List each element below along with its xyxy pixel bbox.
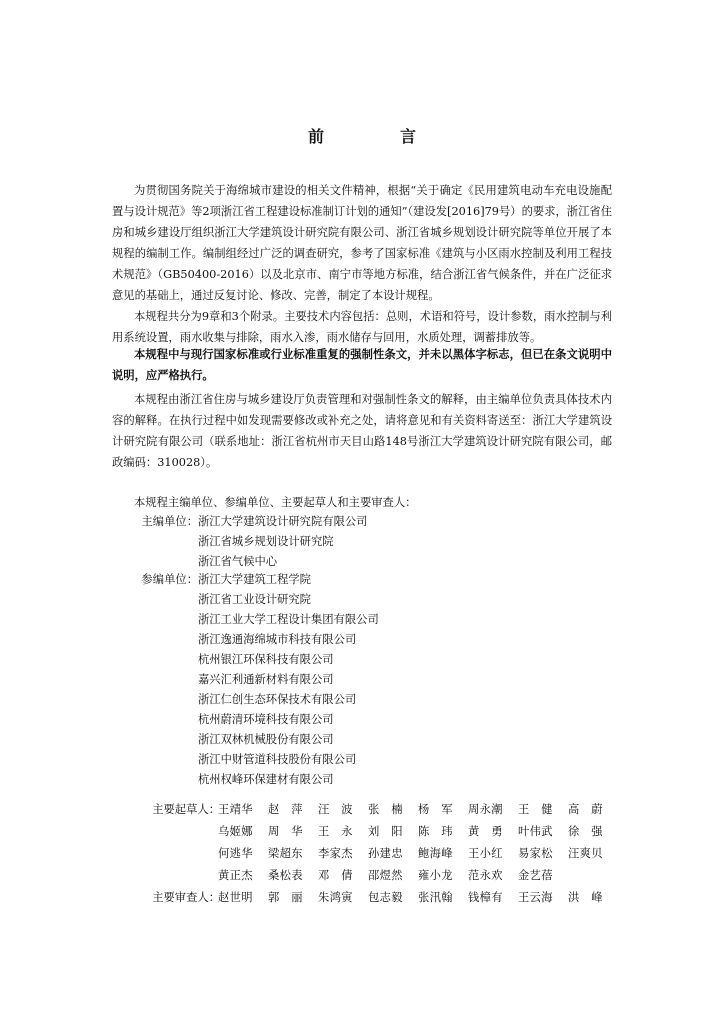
reviewer-name: 郭 丽 bbox=[268, 891, 303, 904]
participating-unit: 浙江逸通海绵城市科技有限公司 bbox=[198, 633, 357, 646]
participating-unit: 杭州蔚清环境科技有限公司 bbox=[198, 713, 334, 726]
drafters-names bbox=[218, 843, 618, 865]
preface-paragraph-3-bold: 本规程中与现行国家标准或行业标准重复的强制性条文，并未以黑体字标志，但已在条文说明中说明，应严格执行。 bbox=[112, 347, 612, 382]
drafters-row bbox=[142, 821, 622, 843]
preface-paragraph-4: 本规程由浙江省住房与城乡建设厅负责管理和对强制性条文的解释，由主编单位负责具体技术内容的解释。在执行过程中如发现需要修改或补充之处，请将意见和有关资料寄送至：浙江大学建筑设计研究院有限公司（联系地址：浙江省杭州市天目山路148号浙江大学建筑设计研究院有限公司，邮政编码：310028）。 bbox=[112, 393, 612, 469]
drafter-name: 张 楠 bbox=[368, 803, 403, 816]
drafter-name: 陈 玮 bbox=[418, 825, 453, 838]
participating-row bbox=[112, 570, 612, 590]
page-title: 前 言 bbox=[307, 127, 446, 146]
participating-label: 参编单位： bbox=[141, 573, 198, 586]
participating-unit: 浙江工业大学工程设计集团有限公司 bbox=[198, 613, 379, 626]
drafter-name: 鲍海峰 bbox=[418, 847, 453, 860]
drafters-label: 主要起草人： bbox=[152, 803, 220, 816]
participating-row bbox=[112, 630, 612, 650]
people-list bbox=[142, 799, 622, 909]
drafter-name: 黄 勇 bbox=[468, 825, 503, 838]
participating-unit: 浙江省工业设计研究院 bbox=[198, 593, 311, 606]
participating-row bbox=[112, 690, 612, 710]
drafter-name: 梁超东 bbox=[268, 847, 303, 860]
participating-unit: 浙江大学建筑工程学院 bbox=[198, 573, 311, 586]
reviewer-name: 张汛翰 bbox=[418, 891, 453, 904]
drafter-name: 周永潮 bbox=[468, 803, 503, 816]
chief-editor-row bbox=[112, 532, 612, 552]
drafters-names bbox=[218, 799, 618, 821]
participating-row bbox=[112, 650, 612, 670]
chief-editor-units bbox=[112, 512, 612, 572]
drafter-name: 孙建忠 bbox=[368, 847, 403, 860]
drafter-name: 汪 波 bbox=[318, 803, 353, 816]
drafter-name: 汪爽贝 bbox=[568, 847, 603, 860]
reviewer-name: 赵世明 bbox=[218, 891, 253, 904]
reviewer-name: 朱鸿寅 bbox=[318, 891, 353, 904]
participating-unit: 浙江中财管道科技股份有限公司 bbox=[198, 753, 357, 766]
drafter-name: 乌姬娜 bbox=[218, 825, 253, 838]
participating-row bbox=[112, 730, 612, 750]
chief-editor-unit: 浙江大学建筑设计研究院有限公司 bbox=[198, 515, 368, 528]
drafter-name: 范永欢 bbox=[468, 869, 503, 882]
drafter-name: 叶伟武 bbox=[518, 825, 553, 838]
drafter-name: 刘 阳 bbox=[368, 825, 403, 838]
drafter-name: 王 永 bbox=[318, 825, 353, 838]
participating-unit: 浙江双林机械股份有限公司 bbox=[198, 733, 334, 746]
reviewers-names bbox=[218, 887, 618, 909]
drafters-row bbox=[142, 865, 622, 887]
preface-paragraph-2: 本规程共分为9章和3个附录。主要技术内容包括：总则，术语和符号，设计参数，雨水控制与利用系统设置，雨水收集与排除，雨水入渗，雨水储存与回用，水质处理，调蓄排放等。 bbox=[112, 310, 612, 344]
participating-row bbox=[112, 750, 612, 770]
reviewers-row bbox=[142, 887, 622, 909]
reviewer-name: 包志毅 bbox=[368, 891, 403, 904]
participating-unit: 杭州银江环保科技有限公司 bbox=[198, 653, 334, 666]
drafter-name: 杨 军 bbox=[418, 803, 453, 816]
drafter-name: 雍小龙 bbox=[418, 869, 453, 882]
chief-editor-unit: 浙江省城乡规划设计研究院 bbox=[198, 535, 334, 548]
reviewer-name: 钱樟有 bbox=[468, 891, 503, 904]
chief-editor-row bbox=[112, 552, 612, 572]
participating-row bbox=[112, 670, 612, 690]
drafter-name: 桑松表 bbox=[268, 869, 303, 882]
drafter-name: 何逃华 bbox=[218, 847, 253, 860]
drafter-name: 易家松 bbox=[518, 847, 553, 860]
chief-editor-unit: 浙江省气候中心 bbox=[198, 555, 278, 568]
reviewer-name: 王云海 bbox=[518, 891, 553, 904]
drafter-name: 黄正杰 bbox=[218, 869, 253, 882]
drafters-row bbox=[142, 799, 622, 821]
preface-paragraph-5: 本规程主编单位、参编单位、主要起草人和主要审查人： bbox=[134, 496, 417, 509]
participating-unit: 嘉兴汇利通新材料有限公司 bbox=[198, 673, 334, 686]
drafter-name: 邵煜然 bbox=[368, 869, 403, 882]
participating-unit: 杭州权峰环保建材有限公司 bbox=[198, 773, 334, 786]
participating-row bbox=[112, 590, 612, 610]
participating-row bbox=[112, 770, 612, 790]
participating-unit: 浙江仁创生态环保技术有限公司 bbox=[198, 693, 357, 706]
drafter-name: 高 蔚 bbox=[568, 803, 603, 816]
drafter-name: 金艺蓓 bbox=[518, 869, 553, 882]
drafters-names bbox=[218, 821, 618, 843]
participating-units bbox=[112, 570, 612, 790]
drafter-name: 王 健 bbox=[518, 803, 553, 816]
reviewer-name: 洪 峰 bbox=[568, 891, 603, 904]
participating-row bbox=[112, 610, 612, 630]
participating-row bbox=[112, 710, 612, 730]
drafters-row bbox=[142, 843, 622, 865]
drafter-name: 王靖华 bbox=[218, 803, 253, 816]
drafters-names bbox=[218, 865, 618, 887]
drafter-name: 邓 倩 bbox=[318, 869, 353, 882]
preface-paragraph-1: 为贯彻国务院关于海绵城市建设的相关文件精神，根据“关于确定《民用建筑电动车充电设施配置与设计规范》等2项浙江省工程建设标准制订计划的通知”（建设发[2016]79号）的要求，浙江省住房和城乡建设厅组织浙江大学建筑设计研究院有限公司、浙江省城乡规划设计研究院等单位开展了本规程的编制工作。编制组经过广泛的调查研究，参考了国家标准《建筑与小区雨水控制及利用工程技术规范》（GB50400-2016）以及北京市、南宁市等地方标准，结合浙江省气候条件，并在广泛征求意见的基础上，通过反复讨论、修改、完善，制定了本设计规程。 bbox=[112, 184, 612, 302]
drafter-name: 赵 萍 bbox=[268, 803, 303, 816]
drafter-name: 李家杰 bbox=[318, 847, 353, 860]
reviewers-label: 主要审查人： bbox=[152, 891, 220, 904]
drafter-name: 徐 强 bbox=[568, 825, 603, 838]
drafter-name: 王小红 bbox=[468, 847, 503, 860]
chief-editor-label: 主编单位： bbox=[141, 515, 198, 528]
chief-editor-row bbox=[112, 512, 612, 532]
drafter-name: 周 华 bbox=[268, 825, 303, 838]
